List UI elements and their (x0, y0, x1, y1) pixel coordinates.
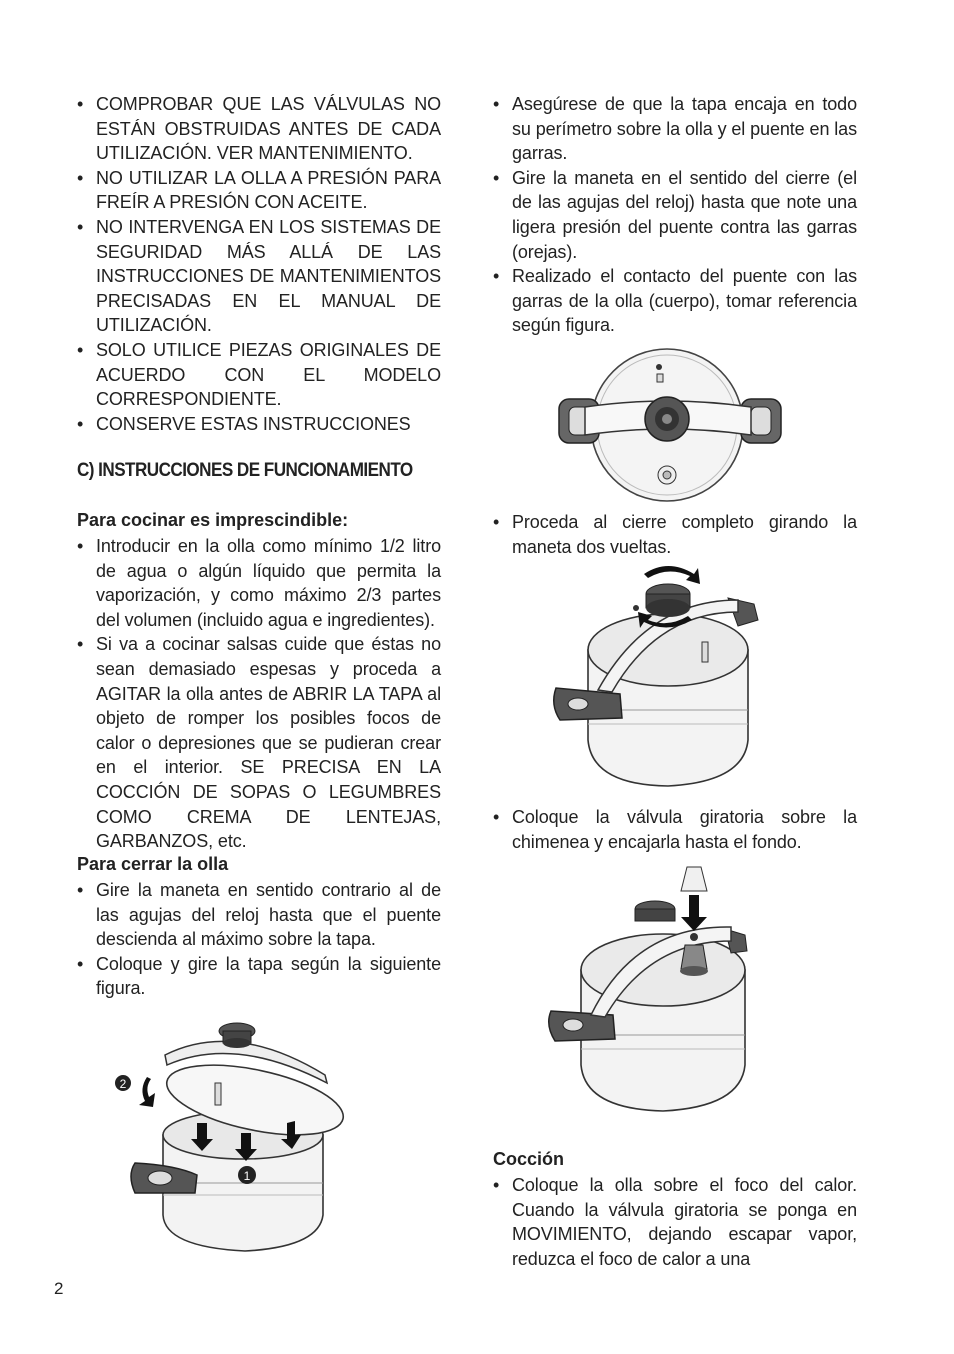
list-item: • Gire la maneta en el sentido del cierre (el de las agujas del reloj) hasta que note una ligera presión del puente contra las garras (orejas). (493, 166, 857, 264)
closing-list (77, 878, 441, 1001)
valve-block (493, 805, 857, 854)
warning-item: • NO INTERVENGA EN LOS SISTEMAS DE SEGURIDAD MÁS ALLÁ DE LAS INSTRUCCIONES DE MANTENIMIENTOS PRECISADAS EN EL MANUAL DE UTILIZACIÓN. (77, 215, 441, 338)
list-item: • Coloque la olla sobre el foco del calor. Cuando la válvula giratoria se ponga en MOVIMIENTO, dejando escapar vapor, reduzca el foco de calor a una (493, 1173, 857, 1271)
full-close-block (493, 510, 857, 559)
list-item: • Coloque la válvula giratoria sobre la chimenea y encajarla hasta el fondo. (493, 805, 857, 854)
page-number: 2 (54, 1279, 64, 1298)
list-item: • Asegúrese de que la tapa encaja en todo su perímetro sobre la olla y el puente en las garras. (493, 92, 857, 166)
list-item: • Proceda al cierre completo girando la maneta dos vueltas. (493, 510, 857, 559)
warning-item: • COMPROBAR QUE LAS VÁLVULAS NO ESTÁN OBSTRUIDAS ANTES DE CADA UTILIZACIÓN. VER MANTENIMIENTO. (77, 92, 441, 166)
closing-title: Para cerrar la olla (77, 854, 229, 874)
cooking-requirements-title: Para cocinar es imprescindible: (77, 510, 349, 530)
section-title: C) INSTRUCCIONES DE FUNCIONAMIENTO (77, 460, 413, 481)
list-item: • Si va a cocinar salsas cuide que éstas no sean demasiado espesas y proceda a AGITAR la olla antes de ABRIR LA TAPA al objeto de romper los posibles focos de calor o depresiones que se pudieran crear en el interior. SE PRECISA EN LA COCCIÓN DE SOPAS O LEGUMBRES COMO CREMA DE LENTEJAS, GARBANZOS, etc. (77, 632, 441, 853)
cooking-requirements-list (77, 534, 441, 854)
list-item: • Gire la maneta en sentido contrario al de las agujas del reloj hasta que el puente descienda al máximo sobre la tapa. (77, 878, 441, 952)
lid-placement-figure (105, 1015, 345, 1255)
warning-item: • CONSERVE ESTAS INSTRUCCIONES (77, 412, 441, 437)
cooking-requirements-block (77, 534, 441, 854)
top-view-figure (555, 347, 785, 507)
cooking-list (493, 1173, 857, 1271)
valve-placement-figure (545, 865, 765, 1115)
warnings-list (77, 92, 441, 436)
list-item: • Realizado el contacto del puente con las garras de la olla (cuerpo), tomar referencia según figura. (493, 264, 857, 338)
left-column (77, 92, 441, 436)
list-item: • Introducir en la olla como mínimo 1/2 litro de agua o algún líquido que permita la vaporización, y como máximo 2/3 partes del volumen (incluido agua e ingredientes). (77, 534, 441, 632)
cooking-heading: Cocción (493, 1149, 565, 1169)
rotate-knob-figure (548, 560, 768, 790)
lid-fit-list (493, 92, 857, 338)
step-1-label: 1 (243, 1169, 251, 1183)
right-column (493, 92, 857, 338)
list-item: • Coloque y gire la tapa según la siguiente figura. (77, 952, 441, 1001)
closing-block (77, 878, 441, 1001)
warning-item: • SOLO UTILICE PIEZAS ORIGINALES DE ACUERDO CON EL MODELO CORRESPONDIENTE. (77, 338, 441, 412)
valve-list (493, 805, 857, 854)
full-close-list (493, 510, 857, 559)
step-2-label: 2 (119, 1077, 127, 1091)
cooking-block (493, 1173, 857, 1271)
warning-item: • NO UTILIZAR LA OLLA A PRESIÓN PARA FREÍR A PRESIÓN CON ACEITE. (77, 166, 441, 215)
